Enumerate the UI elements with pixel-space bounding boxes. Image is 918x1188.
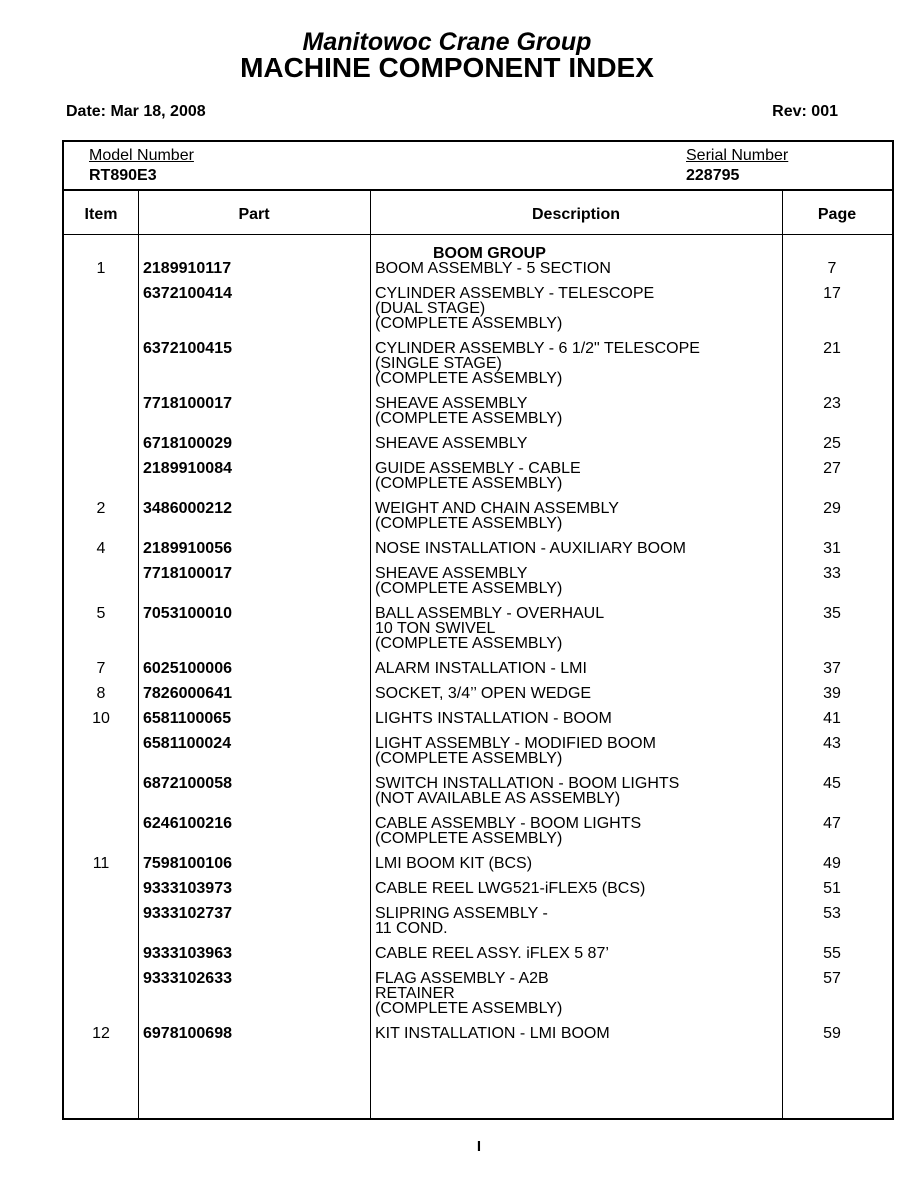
description-line: (COMPLETE ASSEMBLY) xyxy=(375,635,563,652)
description-line: BOOM ASSEMBLY - 5 SECTION xyxy=(375,260,611,277)
table-row xyxy=(64,566,892,596)
page-number: 39 xyxy=(823,685,841,702)
item-number: 11 xyxy=(92,855,110,872)
description xyxy=(375,261,780,276)
page-number: 55 xyxy=(823,945,841,962)
table-row xyxy=(64,711,892,726)
part-number: 9333102737 xyxy=(143,905,232,922)
info-divider xyxy=(64,189,892,191)
page-number: 17 xyxy=(823,285,841,302)
description-line: CYLINDER ASSEMBLY - 6 1/2" TELESCOPE xyxy=(375,340,700,357)
part-number: 7718100017 xyxy=(143,395,232,412)
description-line: SHEAVE ASSEMBLY xyxy=(375,395,528,412)
page-number: 23 xyxy=(823,395,841,412)
page-number: 37 xyxy=(823,660,841,677)
description-line: CABLE REEL ASSY. iFLEX 5 87’ xyxy=(375,945,609,962)
part-number: 7718100017 xyxy=(143,565,232,582)
table-row xyxy=(64,461,892,491)
description-line: (COMPLETE ASSEMBLY) xyxy=(375,580,563,597)
description xyxy=(375,711,780,726)
table-row xyxy=(64,816,892,846)
part-number: 9333102633 xyxy=(143,970,232,987)
part-number: 2189910056 xyxy=(143,540,232,557)
page-number: 29 xyxy=(823,500,841,517)
description-line: (COMPLETE ASSEMBLY) xyxy=(375,475,563,492)
description-line: (COMPLETE ASSEMBLY) xyxy=(375,515,563,532)
serial-number-label: Serial Number xyxy=(686,147,789,164)
description-line: WEIGHT AND CHAIN ASSEMBLY xyxy=(375,500,619,517)
item-number: 1 xyxy=(96,260,106,277)
description xyxy=(375,606,780,651)
item-number: 12 xyxy=(92,1025,110,1042)
description-line: (DUAL STAGE) xyxy=(375,300,486,317)
column-header-page: Page xyxy=(817,206,857,223)
description xyxy=(375,856,780,871)
serial-number-value: 228795 xyxy=(686,167,740,184)
part-number: 7053100010 xyxy=(143,605,232,622)
table-row xyxy=(64,686,892,701)
item-number: 5 xyxy=(96,605,106,622)
column-header-item: Item xyxy=(84,206,118,223)
description-line: SOCKET, 3/4’’ OPEN WEDGE xyxy=(375,685,592,702)
description-line: (COMPLETE ASSEMBLY) xyxy=(375,750,563,767)
description-line: CYLINDER ASSEMBLY - TELESCOPE xyxy=(375,285,655,302)
table-row xyxy=(64,286,892,331)
table-row xyxy=(64,946,892,961)
description-line: BALL ASSEMBLY - OVERHAUL xyxy=(375,605,605,622)
description-line: LIGHT ASSEMBLY - MODIFIED BOOM xyxy=(375,735,656,752)
description xyxy=(375,906,780,936)
description-line: LIGHTS INSTALLATION - BOOM xyxy=(375,710,612,727)
item-number: 10 xyxy=(92,710,110,727)
description-line: 10 TON SWIVEL xyxy=(375,620,496,637)
table-row xyxy=(64,971,892,1016)
description xyxy=(375,816,780,846)
item-number: 2 xyxy=(96,500,106,517)
description-line: SWITCH INSTALLATION - BOOM LIGHTS xyxy=(375,775,680,792)
page-number: 35 xyxy=(823,605,841,622)
table-row xyxy=(64,606,892,651)
model-info xyxy=(89,146,194,186)
table-row xyxy=(64,906,892,936)
description-line: CABLE ASSEMBLY - BOOM LIGHTS xyxy=(375,815,642,832)
table-row xyxy=(64,1026,892,1041)
table-row xyxy=(64,261,892,276)
description-line: 11 COND. xyxy=(375,920,448,937)
table-row xyxy=(64,436,892,451)
description xyxy=(375,971,780,1016)
item-number: 4 xyxy=(96,540,106,557)
component-index-table xyxy=(62,140,894,1120)
description-line: KIT INSTALLATION - LMI BOOM xyxy=(375,1025,610,1042)
page-number: 49 xyxy=(823,855,841,872)
description xyxy=(375,541,780,556)
part-number: 2189910117 xyxy=(143,260,232,277)
description xyxy=(375,396,780,426)
description-line: NOSE INSTALLATION - AUXILIARY BOOM xyxy=(375,540,686,557)
page-number: 45 xyxy=(823,775,841,792)
description xyxy=(375,1026,780,1041)
header-divider xyxy=(64,234,892,235)
description-line: (COMPLETE ASSEMBLY) xyxy=(375,1000,563,1017)
description xyxy=(375,736,780,766)
part-number: 9333103963 xyxy=(143,945,232,962)
part-number: 6872100058 xyxy=(143,775,232,792)
description-line: ALARM INSTALLATION - LMI xyxy=(375,660,587,677)
description-line: GUIDE ASSEMBLY - CABLE xyxy=(375,460,581,477)
page-number: 57 xyxy=(823,970,841,987)
part-number: 9333103973 xyxy=(143,880,232,897)
serial-info xyxy=(686,146,788,186)
model-number-label: Model Number xyxy=(89,147,194,164)
part-number: 6978100698 xyxy=(143,1025,232,1042)
item-number: 8 xyxy=(96,685,106,702)
part-number: 6025100006 xyxy=(143,660,232,677)
revision-label: Rev: 001 xyxy=(772,103,838,120)
date-label: Date: Mar 18, 2008 xyxy=(66,103,206,120)
description xyxy=(375,661,780,676)
part-number: 3486000212 xyxy=(143,500,232,517)
page-number: 51 xyxy=(823,880,841,897)
description-line: (COMPLETE ASSEMBLY) xyxy=(375,370,563,387)
description xyxy=(375,286,780,331)
table-row xyxy=(64,501,892,531)
part-number: 6372100415 xyxy=(143,340,232,357)
part-number: 6718100029 xyxy=(143,435,232,452)
model-number-value: RT890E3 xyxy=(89,167,157,184)
table-row xyxy=(64,881,892,896)
part-number: 6246100216 xyxy=(143,815,232,832)
page-number: 41 xyxy=(823,710,841,727)
company-name: Manitowoc Crane Group xyxy=(302,28,592,56)
table-row xyxy=(64,341,892,386)
table-row xyxy=(64,736,892,766)
part-number: 7598100106 xyxy=(143,855,232,872)
page-number: 47 xyxy=(823,815,841,832)
description xyxy=(375,341,780,386)
description xyxy=(375,501,780,531)
table-body xyxy=(64,246,892,1051)
table-row xyxy=(64,856,892,871)
description-line: SHEAVE ASSEMBLY xyxy=(375,565,528,582)
part-number: 6581100024 xyxy=(143,735,232,752)
description-line: CABLE REEL LWG521-iFLEX5 (BCS) xyxy=(375,880,646,897)
column-header-part: Part xyxy=(238,206,270,223)
description-line: (COMPLETE ASSEMBLY) xyxy=(375,315,563,332)
part-number: 7826000641 xyxy=(143,685,232,702)
group-heading: BOOM GROUP xyxy=(433,245,546,262)
description xyxy=(375,776,780,806)
document-title: MACHINE COMPONENT INDEX xyxy=(240,52,654,83)
page-number: 27 xyxy=(823,460,841,477)
page-number: 21 xyxy=(823,340,841,357)
description xyxy=(375,881,780,896)
page-number: 59 xyxy=(823,1025,841,1042)
item-number: 7 xyxy=(96,660,106,677)
column-header-description: Description xyxy=(531,206,620,223)
page-number: 25 xyxy=(823,435,841,452)
part-number: 6581100065 xyxy=(143,710,232,727)
part-number: 2189910084 xyxy=(143,460,232,477)
description-line: LMI BOOM KIT (BCS) xyxy=(375,855,533,872)
page-number: 53 xyxy=(823,905,841,922)
description xyxy=(375,461,780,491)
description-line: SHEAVE ASSEMBLY xyxy=(375,435,528,452)
description xyxy=(375,566,780,596)
description xyxy=(375,686,780,701)
page-number: 33 xyxy=(823,565,841,582)
description-line: (COMPLETE ASSEMBLY) xyxy=(375,410,563,427)
page-number-footer: I xyxy=(476,1138,482,1155)
description-line: (SINGLE STAGE) xyxy=(375,355,502,372)
description-line: (COMPLETE ASSEMBLY) xyxy=(375,830,563,847)
page-number: 7 xyxy=(827,260,837,277)
description xyxy=(375,946,780,961)
description-line: RETAINER xyxy=(375,985,455,1002)
description-line: FLAG ASSEMBLY - A2B xyxy=(375,970,549,987)
description xyxy=(375,436,780,451)
table-row xyxy=(64,541,892,556)
page-number: 43 xyxy=(823,735,841,752)
description-line: (NOT AVAILABLE AS ASSEMBLY) xyxy=(375,790,621,807)
table-row xyxy=(64,396,892,426)
part-number: 6372100414 xyxy=(143,285,232,302)
description-line: SLIPRING ASSEMBLY - xyxy=(375,905,548,922)
table-row xyxy=(64,661,892,676)
page-number: 31 xyxy=(823,540,841,557)
table-row xyxy=(64,776,892,806)
